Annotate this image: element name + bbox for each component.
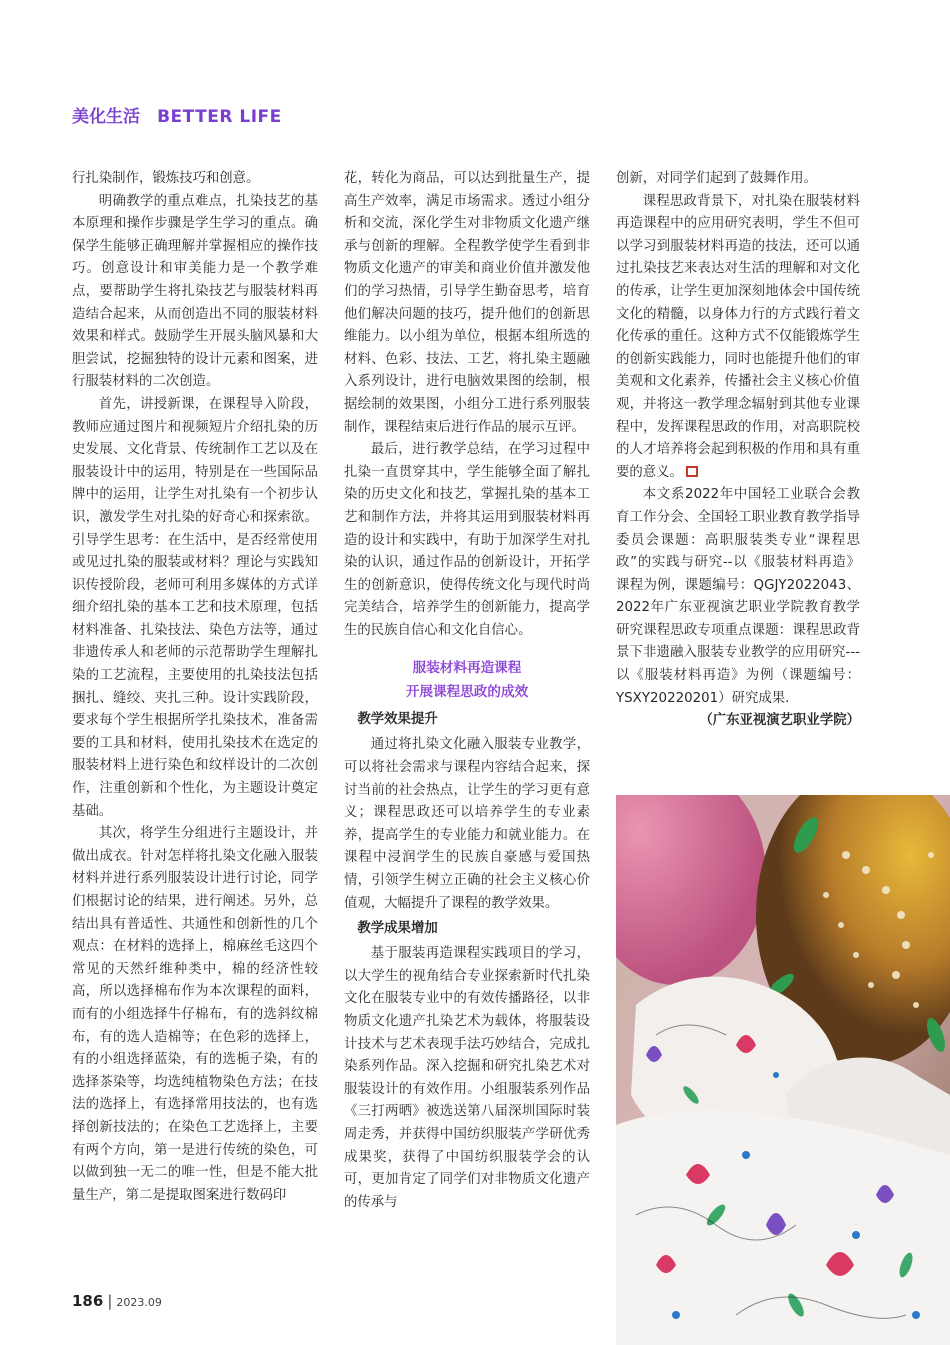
column-2: [344, 168, 590, 1214]
subheading-teaching-results: 教学成果增加: [357, 921, 438, 937]
paragraph: 通过将扎染文化融入服装专业教学，可以将社会需求与课程内容结合起来，探讨当前的社会热点，让学生的学习更有意义；课程思政还可以培养学生的专业素养，提高学生的专业能力和就业能力。在课程中浸润学生的民族自豪感与爱国热情，引领学生树立正确的社会主义核心价值观，大幅提升了课程的教学效果。: [344, 737, 590, 911]
paragraph: 首先，讲授新课，在课程导入阶段，教师应通过图片和视频短片介绍扎染的历史发展、文化背景、传统制作工艺以及在服装设计中的运用，特别是在一些国际品牌中的运用，让学生对扎染有一个初步认识，激发学生对扎染的好奇心和探索欲。引导学生思考：在生活中，是否经常使用或见过扎染的服装或材料？理论与实践知识传授阶段，老师可利用多媒体的方式详细介绍扎染的基本工艺和技术原理，包括材料准备、扎染技法、染色方法等，通过非遗传承人和老师的示范帮助学生理解扎染的工艺流程，主要使用的扎染技法包括捆扎、缝绞、夹扎三种。设计实践阶段，要求每个学生根据所学扎染技术，准备需要的工具和材料，使用扎染技术在选定的服装材料上进行染色和纹样设计的二次创作，注重创新和个性化，为主题设计奠定基础。: [72, 396, 318, 819]
ceramic-photo-image: [616, 795, 950, 1345]
column-1: [72, 168, 318, 1207]
section-header-zh: 美化生活: [72, 107, 140, 127]
section-header: [72, 102, 282, 128]
paragraph: 明确教学的重点难点，扎染技艺的基本原理和操作步骤是学生学习的重点。确保学生能够正确理解并掌握相应的操作技巧。创意设计和审美能力是一个教学难点，要帮助学生将扎染技艺与服装材料再造结合起来，从而创造出不同的服装材料效果和样式。鼓励学生开展头脑风暴和大胆尝试，挖掘独特的设计元素和图案，进行服装材料的二次创造。: [72, 193, 318, 390]
paragraph: 最后，进行教学总结，在学习过程中扎染一直贯穿其中，学生能够全面了解扎染的历史文化和技艺，掌握扎染的基本工艺和制作方法，并将其运用到服装材料再造的设计和实践中，有助于加深学生对扎染的认识，通过作品的创新设计，开拓学生的创新意识，使得传统文化与现代时尚完美结合，培养学生的创新能力，提高学生的民族自信心和文化自信心。: [344, 442, 590, 638]
paragraph: 创新，对同学们起到了鼓舞作用。: [616, 171, 817, 186]
footer-separator: |: [107, 1292, 113, 1310]
funding-note: 本文系2022年中国轻工业联合会教育工作分会、全国轻工职业教育教学指导委员会课题：高职服装类专业“课程思政”的实践与研究--以《服装材料再造》课程为例，课题编号：QGJY2022043、2022年广东亚视演艺职业学院教育教学研究课程思政专项重点课题：课程思政背景下非遗融入服装专业教学的应用研究---以《服装材料再造》为例（课题编号：YSXY20220201）研究成果.: [616, 487, 860, 706]
issue-date: 2023.09: [116, 1296, 162, 1309]
section-header-en: BETTER LIFE: [157, 107, 282, 127]
affiliation: （广东亚视演艺职业学院）: [699, 713, 860, 729]
section-title: [344, 656, 590, 704]
paragraph: 行扎染制作，锻炼技巧和创意。: [72, 171, 260, 186]
paragraph: 其次，将学生分组进行主题设计，并做出成衣。针对怎样将扎染文化融入服装材料并进行系列服装设计进行讨论，同学们根据讨论的结果，进行阐述。另外，总结出具有普适性、共通性和创新性的几个观点：在材料的选择上，棉麻丝毛这四个常见的天然纤维种类中，棉的经济性较高，所以选择棉布作为本次课程的面料，而有的小组选择牛仔棉布，有的选斜纹棉布，有的选人造棉等；在色彩的选择上，有的小组选择蓝染，有的选栀子染，有的选择茶染等，均选纯植物染色方法；在技法的选择上，有选择常用技法的，也有选择创新技法的；在染色工艺选择上，主要有两个方向，第一是进行传统的染色，可以做到独一无二的唯一性，但是不能大批量生产，第二是提取图案进行数码印: [72, 826, 318, 1203]
paragraph: 基于服装再造课程实践项目的学习，以大学生的视角结合专业探索新时代扎染文化在服装专业中的有效传播路径，以非物质文化遗产扎染艺术为载体，将服装设计技术与艺术表现手法巧妙结合，完成扎染系列作品。深入挖掘和研究扎染艺术对服装设计的有效作用。小组服装系列作品《三打两晒》被选送第八届深圳国际时装周走秀，并获得中国纺织服装产学研优秀成果奖，获得了中国纺织服装学会的认可，更加肯定了同学们对非物质文化遗产的传承与: [344, 946, 590, 1210]
paragraph: [616, 191, 860, 485]
ceramic-photo: [616, 795, 950, 1345]
section-title-line-1: 服装材料再造课程: [412, 660, 522, 677]
page-number: 186: [72, 1292, 104, 1310]
page-footer: [72, 1292, 162, 1310]
section-title-line-2: 开展课程思政的成效: [405, 684, 529, 701]
paragraph-text: 课程思政背景下，对扎染在服装材料再造课程中的应用研究表明，学生不但可以学习到服装材料再造的技法，还可以通过扎染技艺来表达对生活的理解和对文化的传承，让学生更加深刻地体会中国传统文化的精髓，以身体力行的方式践行着文化传承的重任。这种方式不仅能锻炼学生的创新实践能力，同时也能提升他们的审美观和文化素养，传播社会主义核心价值观，并将这一教学理念辐射到其他专业课程中，发挥课程思政的作用，对高职院校的人才培养将会起到积极的作用和具有重要的意义。: [616, 193, 860, 480]
subheading-teaching-effect: 教学效果提升: [357, 712, 438, 728]
column-3: [616, 168, 860, 733]
end-mark-icon: [686, 466, 698, 477]
paragraph: 花，转化为商品，可以达到批量生产，提高生产效率，满足市场需求。透过小组分析和交流，深化学生对非物质文化遗产继承与创新的理解。全程教学使学生看到非物质文化遗产的审美和商业价值并激发他们的学习热情，引导学生勤奋思考，培育他们解决问题的技巧，提升他们的创新思维能力。以小组为单位，根据本组所选的材料、色彩、技法、工艺，将扎染主题融入系列设计，进行电脑效果图的绘制，根据绘制的效果图，小组分工进行系列服装制作，课程结束后进行作品的展示互评。: [344, 171, 590, 435]
